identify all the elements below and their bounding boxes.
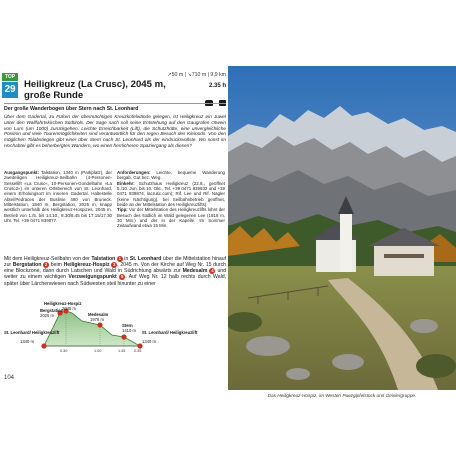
route-station: Bergstation xyxy=(12,262,42,269)
requirements-heading: Anforderungen: xyxy=(117,170,151,175)
tour-number-badge: 29 xyxy=(2,82,18,98)
tour-duration: 2.35 h xyxy=(208,83,226,89)
page-number: 104 xyxy=(4,375,15,381)
top-badge: TOP xyxy=(2,73,18,81)
info-column-right xyxy=(117,170,225,229)
waypoint-marker xyxy=(43,262,49,268)
chapel-photo xyxy=(228,66,456,390)
start-point-text: Talstation, 1340 m (Parkplatz), der zweiteiligen Heiligkreuz-Seilbahn (4-Personen-Sessellift »La Crusc«, 10-Personen-Gondelbahn »La Crusc2«) im unteren Ortsbereich von St. Leonhard, einem Erholungsort im inneren Gadertal. Haltestelle Abtei/Pedraces der Buslinie 460 von Bruneck. Mittelstation, 1840 m, Bergstation, 2025 m, knapp westlich unterhalb des Heiligkreuz-Hospizes, 2045 m. Betrieb von 1./5. bis 14.10., 8.30/8.45 bis 17.15/17.30 Uhr. Tel. +39 0471 839077. xyxy=(4,170,112,224)
route-text: , 2045 m. Von der Kirche auf Weg Nr. 15 durch eine Blockzone, dann durch Latschen und Wald in Südrichtung abwärts zur xyxy=(4,262,227,275)
tip-text: Vor der Mittelstation des Heiligkreuzlifts lohnt der Besuch des südlich im Wald gelegenen Lee (1818 m, 30 Min.) und der in der Kapelle. Im Sommer Zeitaufwand etwa 15 Min. xyxy=(117,207,225,229)
route-description xyxy=(4,256,226,287)
profile-time: 1.00 xyxy=(94,349,102,353)
profile-alt: 2045 m xyxy=(62,306,76,311)
info-column-left xyxy=(4,170,112,223)
profile-alt: 1410 m xyxy=(122,328,136,333)
transport-modes xyxy=(200,93,226,100)
waypoint-marker xyxy=(209,268,215,274)
refreshment-heading: Einkehr: xyxy=(117,180,135,186)
profile-label: Stern xyxy=(122,323,133,328)
profile-label: St. Leonhard/ Heiligkreuzlift xyxy=(142,330,198,335)
route-station: Talstation xyxy=(91,256,116,262)
route-text: beim xyxy=(50,262,62,269)
route-station: St. Leonhard xyxy=(129,256,162,262)
route-text: in xyxy=(124,256,129,262)
chapel-tower xyxy=(340,212,352,272)
route-station: Medesalm xyxy=(182,268,208,275)
building-wall xyxy=(374,244,434,276)
profile-label: Medesalm xyxy=(88,312,109,317)
route-station: Verzweigungspunkt xyxy=(68,274,117,281)
profile-alt: 1340 m xyxy=(142,339,156,344)
profile-label: Heiligkreuz-Hospiz xyxy=(44,301,82,306)
profile-wp-marker xyxy=(137,343,142,348)
title-divider xyxy=(4,103,226,104)
route-text: Mit dem Heiligkreuz-Seilbahn von der xyxy=(4,256,90,262)
waypoint-marker xyxy=(117,256,123,262)
route-text: . Auf Weg Nr. 12 halb rechts durch Wald, später über Lärchenwiesen nach Südwesten steil hinunter zu einer xyxy=(4,274,226,287)
profile-alt: 2025 m xyxy=(40,313,54,318)
route-text: und weiter zu einem wichtigen xyxy=(4,268,227,281)
building-windows xyxy=(384,254,424,258)
photo-caption: Das Heiligkreuz-Hospiz, im Westen Puezgipfelstock und Geislergruppe. xyxy=(267,393,417,398)
tour-subtitle: Der große Wanderbogen über Stern nach St. Leonhard xyxy=(4,106,139,112)
profile-wp-marker xyxy=(97,322,102,327)
tour-stats: ↗50 m | ↘710 m | 9,9 km xyxy=(167,72,226,78)
profile-label: St. Leonhard/ Heiligkreuzlift xyxy=(4,330,60,335)
refreshment-text: Schutzhaus Heiligkreuz (22.8., geöffnet 5./10. Jun. bis 10. Okt., Tel. +39 0471 839632 und +39 0471 839874, lacrusc.com); Rif. Lee und Rif. Nagler (keine Nächtigung), bei Seilbahnbetrieb geöffnet, beide an der Mittelstation des Heiligkreuzlifts). xyxy=(117,180,225,208)
profile-time: 2.35 xyxy=(134,349,142,353)
waypoint-number: 1 xyxy=(118,256,121,261)
waypoint-number: 3 xyxy=(113,262,116,268)
start-point-heading: Ausgangspunkt: xyxy=(4,170,40,175)
profile-wp-marker xyxy=(121,334,126,339)
profile-wp-marker xyxy=(41,343,46,348)
profile-time: 1.45 xyxy=(118,349,126,353)
elevation-profile xyxy=(4,301,198,357)
profile-label: Bergstation xyxy=(40,308,64,313)
profile-alt: 1340 m xyxy=(20,339,34,344)
route-station: Heiligkreuz-Hospiz xyxy=(63,262,110,269)
waypoint-number: 4 xyxy=(211,268,214,274)
route-text: über die Mittelstation hinauf zur xyxy=(4,256,227,269)
requirements-text: Leichte, bequeme Wanderung bergab. Gut bez. Weg. xyxy=(117,170,226,181)
profile-alt: 1976 m xyxy=(90,317,104,322)
tip-heading: Tipp: xyxy=(117,207,128,213)
waypoint-number: 5 xyxy=(120,274,124,280)
tour-intro: Über dem Gadertal, zu Füßen der übermächtigen Kreuzkofelwände gelegen, ist Heiligkreuz ein Juwel unter den Wallfahrtskirchen Südtirols. Der Sage nach soll seine Entstehung auf den Gaugrafen Otwein von Lurn (um 1000) zurückgehen. Leichte Erreichbarkeit (Lift), die Schutzhütte, eine unvergleichliche Position und viele Tourenmöglichkeiten sind verantwortlich für den regen Besuch des Kleinods. Von den möglichen Talabstiegen gibt einer über Stern nach St. Leonhard als der eindrucksvollste. Wo sonst im Hochabtei gibt es beherbergtes Wandern, wo einen herrlicheren Spaziergang als diesen? xyxy=(4,115,226,149)
tour-title: Heiligkreuz (La Crusc), 2045 m, große Runde xyxy=(24,79,166,101)
waypoint-number: 2 xyxy=(44,262,48,268)
profile-time: 0.30 xyxy=(60,349,68,353)
